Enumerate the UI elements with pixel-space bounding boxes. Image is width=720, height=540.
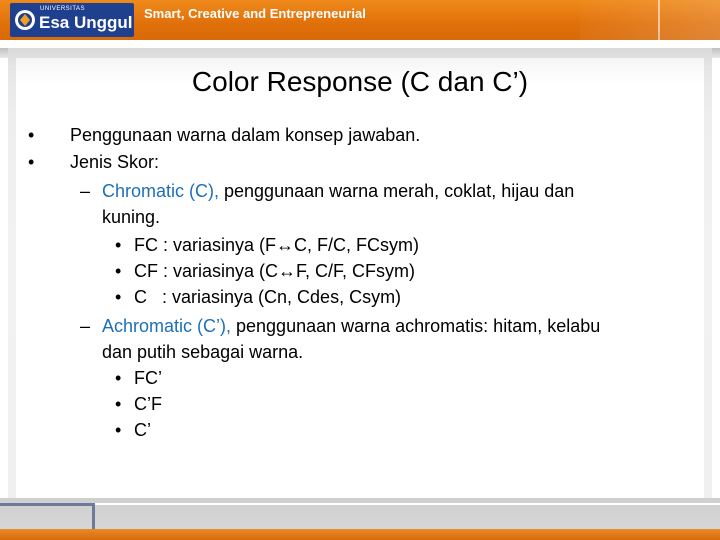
logo-name: Esa Unggul: [39, 13, 133, 32]
chromatic-continuation: kuning.: [102, 207, 161, 227]
footer-orange-strip: [0, 529, 720, 540]
chromatic-sub-c: C : variasinya (Cn, Cdes, Csym): [134, 287, 402, 307]
bullet-item-penggunaan: Penggunaan warna dalam konsep jawaban.: [70, 125, 421, 145]
achromatic-sub-c-prime: C’: [134, 420, 151, 440]
footer-line-right: [94, 503, 720, 505]
bullet-item-jenis-skor: Jenis Skor:: [70, 152, 160, 172]
dash-marker: –: [80, 181, 91, 201]
achromatic-term: Achromatic (C’),: [102, 316, 232, 336]
achromatic-sub-fc-prime: FC’: [134, 368, 162, 388]
achromatic-desc: penggunaan warna achromatis: hitam, kelabu: [231, 316, 601, 336]
sub-bullet-marker: •: [115, 235, 122, 255]
sub-bullet-marker: •: [115, 287, 122, 307]
dash-marker: –: [80, 316, 91, 336]
logo-small-text: UNIVERSITAS: [40, 6, 86, 12]
footer-line-left: [0, 503, 94, 506]
footer-vertical-line: [92, 503, 95, 529]
sub-bullet-marker: •: [115, 261, 122, 281]
header-banner: [0, 0, 720, 40]
sub-bullet-marker: •: [115, 368, 122, 388]
achromatic-sub-c-prime-f: C’F: [134, 394, 162, 414]
header-tagline: Smart, Creative and Entrepreneurial: [144, 6, 366, 21]
achromatic-line: [102, 315, 600, 337]
header-divider: [658, 0, 660, 40]
achromatic-continuation: dan putih sebagai warna.: [102, 342, 304, 362]
chromatic-term: Chromatic (C),: [102, 181, 220, 201]
logo-emblem-icon: [14, 9, 36, 31]
chromatic-sub-cf: CF : variasinya (C↔F, C/F, CFsym): [134, 261, 416, 281]
bullet-marker: •: [28, 125, 35, 145]
bullet-marker: •: [28, 152, 35, 172]
sub-bullet-marker: •: [115, 420, 122, 440]
sub-bullet-marker: •: [115, 394, 122, 414]
university-logo: [10, 3, 134, 37]
chromatic-desc: penggunaan warna merah, coklat, hijau dan: [219, 181, 575, 201]
chromatic-sub-fc: FC : variasinya (F↔C, F/C, FCsym): [134, 235, 420, 255]
header-fold-decoration: [580, 0, 720, 40]
chromatic-line: [102, 180, 574, 202]
slide-title: Color Response (C dan C’): [191, 66, 529, 97]
